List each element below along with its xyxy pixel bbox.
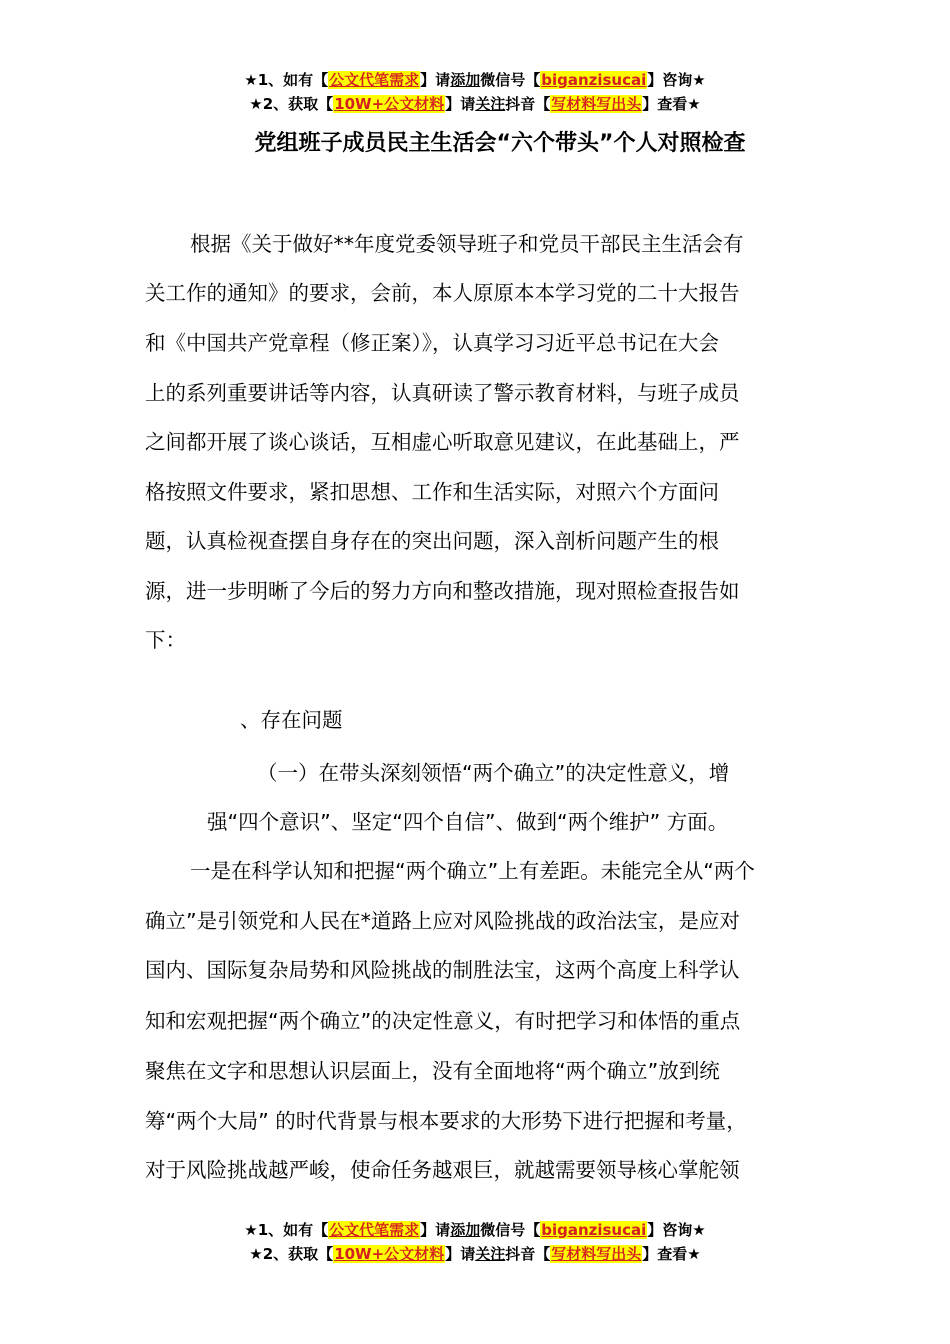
body-line: 聚焦在文字和思想认识层面上，没有全面地将“两个确立”放到统 bbox=[145, 1059, 720, 1083]
highlight-service: 公文代笔需求 bbox=[329, 71, 420, 89]
body-line: 对于风险挑战越严峻，使命任务越艰巨，就越需要领导核心掌舵领 bbox=[145, 1158, 740, 1182]
header-banner bbox=[0, 68, 950, 116]
highlight-douyin-id: 写材料写出头 bbox=[551, 95, 642, 113]
highlight-douyin-id: 写材料写出头 bbox=[551, 1245, 642, 1263]
intro-line: 题，认真检视查摆自身存在的突出问题，深入剖析问题产生的根 bbox=[145, 529, 719, 553]
intro-line: 下： bbox=[145, 628, 186, 652]
highlight-wechat-id: biganzisucai bbox=[541, 1221, 647, 1239]
body-line: 筹“两个大局” 的时代背景与根本要求的大形势下进行把握和考量， bbox=[145, 1109, 747, 1133]
intro-line: 根据《关于做好**年度党委领导班子和党员干部民主生活会有 bbox=[190, 232, 744, 256]
subsection-heading-line: （一）在带头深刻领悟“两个确立”的决定性意义，增 bbox=[257, 761, 730, 785]
section-heading: 、存在问题 bbox=[240, 708, 343, 732]
body-line: 国内、国际复杂局势和风险挑战的制胜法宝，这两个高度上科学认 bbox=[145, 958, 740, 982]
highlight-wechat-id: biganzisucai bbox=[541, 71, 647, 89]
body-line: 知和宏观把握“两个确立”的决定性意义，有时把学习和体悟的重点 bbox=[145, 1009, 741, 1033]
highlight-materials: 10W+公文材料 bbox=[334, 1245, 445, 1263]
intro-line: 格按照文件要求，紧扣思想、工作和生活实际，对照六个方面问 bbox=[145, 480, 719, 504]
document-title: 党组班子成员民主生活会“六个带头”个人对照检查 bbox=[254, 131, 746, 156]
intro-line: 和《中国共产党章程（修正案）》，认真学习习近平总书记在大会 bbox=[145, 331, 719, 355]
intro-line: 关工作的通知》的要求，会前，本人原原本本学习党的二十大报告 bbox=[145, 281, 740, 305]
banner-line-2: ★2、获取【10W+公文材料】请关注抖音【写材料写出头】查看★ bbox=[249, 95, 701, 113]
banner-line-2: ★2、获取【10W+公文材料】请关注抖音【写材料写出头】查看★ bbox=[249, 1245, 701, 1263]
banner-line-1: ★1、如有【公文代笔需求】请添加微信号【biganzisucai】咨询★ bbox=[244, 71, 706, 89]
intro-line: 上的系列重要讲话等内容，认真研读了警示教育材料，与班子成员 bbox=[145, 381, 740, 405]
intro-line: 之间都开展了谈心谈话，互相虚心听取意见建议，在此基础上，严 bbox=[145, 430, 740, 454]
highlight-materials: 10W+公文材料 bbox=[334, 95, 445, 113]
body-line: 一是在科学认知和把握“两个确立”上有差距。未能完全从“两个 bbox=[190, 859, 755, 883]
highlight-service: 公文代笔需求 bbox=[329, 1221, 420, 1239]
body-line: 确立”是引领党和人民在*道路上应对风险挑战的政治法宝，是应对 bbox=[145, 909, 740, 933]
footer-banner bbox=[0, 1218, 950, 1266]
intro-line: 源，进一步明晰了今后的努力方向和整改措施，现对照检查报告如 bbox=[145, 579, 740, 603]
banner-line-1: ★1、如有【公文代笔需求】请添加微信号【biganzisucai】咨询★ bbox=[244, 1221, 706, 1239]
subsection-heading-line: 强“四个意识”、坚定“四个自信”、做到“两个维护” 方面。 bbox=[207, 810, 729, 834]
